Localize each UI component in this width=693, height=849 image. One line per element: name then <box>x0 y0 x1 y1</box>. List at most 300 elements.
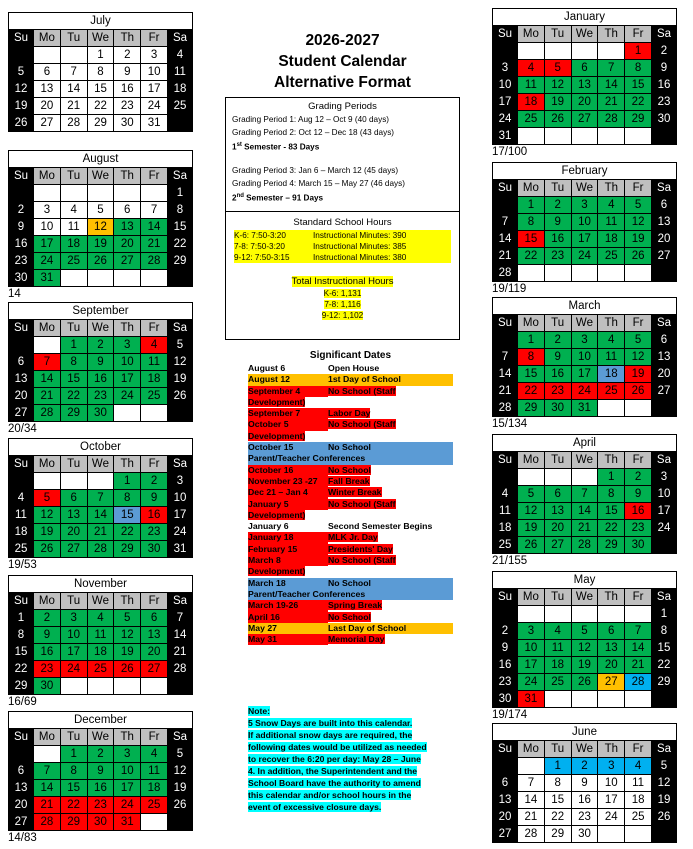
day-cell: 3 <box>167 473 192 490</box>
day-cell <box>141 814 168 831</box>
hours-row <box>226 241 459 252</box>
total-heading-text: Total Instructional Hours <box>291 276 394 287</box>
day-cell <box>625 128 652 145</box>
day-cell: 7 <box>625 623 652 640</box>
event-desc: Memorial Day <box>328 634 385 645</box>
day-cell: 7 <box>60 64 87 81</box>
week-row <box>9 64 193 81</box>
day-cell: 5 <box>544 60 571 77</box>
total-hours-row <box>226 288 459 299</box>
day-cell <box>34 473 61 490</box>
event-date: November 23 -27 <box>248 476 328 487</box>
day-cell: 24 <box>571 248 598 265</box>
day-cell: 17 <box>651 503 676 520</box>
day-cell: 17 <box>518 657 545 674</box>
day-cell: 4 <box>544 623 571 640</box>
day-cell: 2 <box>651 43 676 60</box>
day-cell <box>141 405 168 422</box>
day-cell <box>625 265 652 282</box>
weekday-header: Fr <box>625 26 652 43</box>
day-cell <box>34 47 61 64</box>
event-desc: Winter Break <box>328 487 382 498</box>
day-cell: 17 <box>141 81 168 98</box>
week-row <box>9 507 193 524</box>
note-text: School Board have the authority to amend <box>248 778 421 788</box>
day-cell: 9 <box>571 775 598 792</box>
day-cell: 21 <box>518 809 545 826</box>
day-cell: 1 <box>544 758 571 775</box>
day-cell: 23 <box>493 674 518 691</box>
week-row <box>493 520 677 537</box>
day-cell: 28 <box>625 674 652 691</box>
day-cell: 14 <box>87 507 114 524</box>
day-cell: 17 <box>167 507 192 524</box>
day-cell: 2 <box>544 197 571 214</box>
weekday-header: Su <box>9 456 34 473</box>
day-cell: 2 <box>34 610 61 627</box>
weekday-header: Su <box>9 593 34 610</box>
weekday-header: We <box>87 456 114 473</box>
instructional-minutes: Instructional Minutes: 385 <box>313 241 451 252</box>
day-cell: 19 <box>544 94 571 111</box>
day-cell <box>651 691 676 708</box>
event-date: March 8 <box>248 555 328 566</box>
event-date: April 16 <box>248 612 328 623</box>
day-cell: 31 <box>34 270 61 287</box>
note-line <box>248 729 453 741</box>
day-cell <box>651 128 676 145</box>
day-cell: 24 <box>167 524 192 541</box>
day-cell: 10 <box>493 77 518 94</box>
hours-row <box>226 230 459 241</box>
week-row <box>9 354 193 371</box>
day-cell: 4 <box>60 202 87 219</box>
weekday-header: Mo <box>518 741 545 758</box>
day-cell: 2 <box>625 469 652 486</box>
day-cell <box>167 270 192 287</box>
day-cell: 5 <box>9 64 34 81</box>
weekday-header: Tu <box>60 168 87 185</box>
week-row <box>9 780 193 797</box>
day-cell: 9 <box>141 490 168 507</box>
day-cell <box>167 115 192 132</box>
note-text: 4. In addition, the Superintendent and the <box>248 766 418 776</box>
total-hours-value: K-6: 1,131 <box>323 289 362 298</box>
day-cell: 30 <box>114 115 141 132</box>
day-cell: 18 <box>167 81 192 98</box>
school-hours-box <box>225 211 460 340</box>
day-cell: 14 <box>518 792 545 809</box>
event-row <box>248 374 453 385</box>
day-cell: 1 <box>167 185 192 202</box>
day-cell: 18 <box>598 366 625 383</box>
day-cell: 26 <box>518 537 545 554</box>
day-cell <box>518 469 545 486</box>
weekday-header: Su <box>9 729 34 746</box>
grade-hours: 7-8: 7:50-3:20 <box>234 241 313 252</box>
week-row <box>9 371 193 388</box>
day-cell <box>34 185 61 202</box>
month-july <box>8 12 193 132</box>
day-cell: 17 <box>114 780 141 797</box>
event-date: October 15 <box>248 442 294 453</box>
week-row <box>9 236 193 253</box>
day-cell: 31 <box>114 814 141 831</box>
day-cell: 19 <box>34 524 61 541</box>
weekday-header: We <box>571 26 598 43</box>
event-desc: No School (Staff <box>328 419 396 430</box>
day-cell: 1 <box>518 332 545 349</box>
day-cell: 17 <box>598 792 625 809</box>
day-cell: 1 <box>625 43 652 60</box>
day-cell: 24 <box>34 253 61 270</box>
day-cell: 20 <box>598 657 625 674</box>
grade-hours: 9-12: 7:50-3:15 <box>234 252 313 263</box>
day-cell: 2 <box>9 202 34 219</box>
day-cell: 23 <box>34 661 61 678</box>
day-cell: 11 <box>598 349 625 366</box>
month-title: April <box>493 435 677 452</box>
weekday-header: Th <box>114 320 141 337</box>
day-count: 19/119 <box>492 283 527 295</box>
weekday-header: Fr <box>625 741 652 758</box>
day-cell: 5 <box>625 197 652 214</box>
day-cell <box>544 469 571 486</box>
day-cell: 15 <box>167 219 192 236</box>
day-cell: 27 <box>141 661 168 678</box>
day-cell: 22 <box>60 797 87 814</box>
day-cell: 15 <box>87 81 114 98</box>
day-cell: 10 <box>34 219 61 236</box>
day-cell: 12 <box>87 219 114 236</box>
day-cell: 30 <box>87 814 114 831</box>
event-date: October 16 <box>248 465 328 476</box>
weekday-header: Sa <box>651 315 676 332</box>
day-cell: 1 <box>60 337 87 354</box>
week-row <box>493 758 677 775</box>
note-line <box>248 789 453 801</box>
day-cell <box>167 814 192 831</box>
day-cell: 8 <box>598 486 625 503</box>
note-text: following dates would be utilized as needed <box>248 742 427 752</box>
day-cell: 14 <box>571 503 598 520</box>
month-title: January <box>493 9 677 26</box>
day-cell: 18 <box>141 780 168 797</box>
weekday-header: Mo <box>518 452 545 469</box>
day-cell: 9 <box>625 486 652 503</box>
day-cell: 9 <box>651 60 676 77</box>
day-cell: 23 <box>114 98 141 115</box>
day-cell <box>9 47 34 64</box>
instructional-minutes: Instructional Minutes: 390 <box>313 230 451 241</box>
day-cell: 26 <box>571 674 598 691</box>
day-cell: 28 <box>34 814 61 831</box>
day-cell: 25 <box>598 248 625 265</box>
weekday-header: Th <box>598 452 625 469</box>
day-cell: 24 <box>141 98 168 115</box>
day-cell: 24 <box>518 674 545 691</box>
day-cell: 9 <box>87 354 114 371</box>
day-cell: 6 <box>9 763 34 780</box>
day-cell: 15 <box>518 231 545 248</box>
day-cell: 25 <box>87 661 114 678</box>
day-cell: 2 <box>87 746 114 763</box>
day-cell: 27 <box>571 111 598 128</box>
title-main: Student Calendar <box>278 53 407 70</box>
week-row <box>493 469 677 486</box>
note-line <box>248 741 453 753</box>
week-row <box>9 763 193 780</box>
weekday-header: We <box>87 729 114 746</box>
weekday-header: Tu <box>60 593 87 610</box>
day-cell <box>114 270 141 287</box>
day-count: 14 <box>8 288 21 300</box>
day-cell: 3 <box>571 197 598 214</box>
day-cell: 19 <box>114 644 141 661</box>
day-cell: 6 <box>544 486 571 503</box>
day-cell: 14 <box>34 371 61 388</box>
day-cell: 11 <box>625 775 652 792</box>
day-cell: 27 <box>651 383 676 400</box>
day-cell: 16 <box>9 236 34 253</box>
event-date: September 7 <box>248 408 328 419</box>
event-desc: No School <box>328 442 371 453</box>
day-cell: 14 <box>493 231 518 248</box>
day-cell: 30 <box>141 541 168 558</box>
day-cell: 13 <box>9 371 34 388</box>
month-title: March <box>493 298 677 315</box>
day-cell: 6 <box>652 197 677 214</box>
day-cell: 19 <box>87 236 114 253</box>
day-cell <box>493 332 518 349</box>
day-cell: 16 <box>544 366 571 383</box>
day-cell: 6 <box>34 64 61 81</box>
event-desc-cont: Development) <box>248 509 306 520</box>
day-cell: 31 <box>493 128 518 145</box>
day-cell: 13 <box>493 792 518 809</box>
day-cell: 3 <box>34 202 61 219</box>
day-cell: 25 <box>167 98 192 115</box>
day-cell: 30 <box>493 691 518 708</box>
day-cell: 21 <box>598 94 625 111</box>
day-cell: 30 <box>544 400 571 417</box>
day-cell: 9 <box>9 219 34 236</box>
week-row <box>493 503 677 520</box>
day-cell: 20 <box>60 524 87 541</box>
event-row <box>248 363 453 374</box>
month-title: July <box>9 13 193 30</box>
sem2-num: 2 <box>232 193 237 203</box>
day-cell <box>625 400 652 417</box>
day-cell: 1 <box>114 473 141 490</box>
day-cell: 14 <box>34 780 61 797</box>
weekday-header: Tu <box>544 741 571 758</box>
day-count: 16/69 <box>8 696 37 708</box>
day-cell: 8 <box>60 354 87 371</box>
event-row <box>248 600 453 611</box>
day-cell: 13 <box>652 214 677 231</box>
day-cell: 14 <box>598 77 625 94</box>
weekday-header: Mo <box>518 180 545 197</box>
day-cell: 20 <box>114 236 141 253</box>
day-cell <box>571 43 598 60</box>
event-row <box>248 465 453 476</box>
day-cell <box>652 265 677 282</box>
event-desc: MLK Jr. Day <box>328 532 378 543</box>
day-cell: 13 <box>598 640 625 657</box>
event-desc: Presidents' Day <box>328 543 393 554</box>
day-cell: 3 <box>60 610 87 627</box>
day-cell: 28 <box>518 826 545 843</box>
week-row <box>493 94 677 111</box>
day-cell: 6 <box>141 610 168 627</box>
day-cell: 28 <box>493 265 518 282</box>
day-cell: 15 <box>625 77 652 94</box>
event-desc-cont: Development) <box>248 566 306 577</box>
weekday-header: We <box>87 320 114 337</box>
weekday-header: Fr <box>141 593 168 610</box>
day-cell: 23 <box>9 253 34 270</box>
event-date: January 18 <box>248 532 328 543</box>
day-count: 20/34 <box>8 423 37 435</box>
day-cell <box>141 270 168 287</box>
day-cell: 4 <box>625 758 652 775</box>
event-row <box>248 634 453 645</box>
weekday-header: Th <box>598 589 625 606</box>
week-row <box>9 610 193 627</box>
weekday-header: Sa <box>651 741 676 758</box>
calendar-title <box>225 30 460 93</box>
month-title: September <box>9 303 193 320</box>
day-cell <box>571 265 598 282</box>
day-cell: 3 <box>114 337 141 354</box>
day-cell: 7 <box>34 354 61 371</box>
day-cell: 19 <box>571 657 598 674</box>
week-row <box>493 775 677 792</box>
event-desc: Fall Break <box>328 475 370 486</box>
weekday-header: Sa <box>651 589 676 606</box>
day-cell: 14 <box>167 627 192 644</box>
day-cell: 16 <box>87 371 114 388</box>
day-cell: 28 <box>60 115 87 132</box>
week-row <box>493 77 677 94</box>
day-cell: 27 <box>114 253 141 270</box>
day-cell: 3 <box>571 332 598 349</box>
week-row <box>493 43 677 60</box>
day-cell: 8 <box>518 349 545 366</box>
event-desc-cont: Development) <box>248 430 306 441</box>
month-february <box>492 162 677 297</box>
day-cell: 29 <box>9 678 34 695</box>
day-cell <box>571 128 598 145</box>
day-cell: 8 <box>114 490 141 507</box>
day-cell: 13 <box>651 349 676 366</box>
event-date: March 19-26 <box>248 600 328 611</box>
day-cell: 11 <box>598 214 625 231</box>
day-cell: 22 <box>625 94 652 111</box>
day-cell: 25 <box>141 797 168 814</box>
day-cell: 25 <box>60 253 87 270</box>
day-cell: 24 <box>114 388 141 405</box>
semester-1-total <box>226 139 459 154</box>
day-cell: 10 <box>141 64 168 81</box>
event-row <box>248 578 453 601</box>
day-cell: 17 <box>571 366 598 383</box>
week-row <box>493 265 677 282</box>
weekday-header: Tu <box>544 589 571 606</box>
day-cell: 14 <box>625 640 652 657</box>
weekday-header: Fr <box>141 320 168 337</box>
day-cell: 5 <box>518 486 545 503</box>
month-december <box>8 711 193 846</box>
day-cell: 22 <box>518 248 545 265</box>
week-row <box>493 197 677 214</box>
grading-period-2: Grading Period 2: Oct 12 – Dec 18 (43 days) <box>232 127 395 137</box>
grade-hours: K-6: 7:50-3:20 <box>234 230 313 241</box>
weekday-header: Tu <box>544 452 571 469</box>
event-desc: No School <box>328 611 371 622</box>
day-cell: 26 <box>167 388 192 405</box>
day-cell <box>141 185 168 202</box>
event-row <box>248 442 453 465</box>
note-text: this calendar and/or school hours in the <box>248 790 412 800</box>
week-row <box>9 644 193 661</box>
day-cell: 30 <box>87 405 114 422</box>
weekday-header: We <box>571 741 598 758</box>
day-cell: 24 <box>60 661 87 678</box>
week-row <box>9 337 193 354</box>
day-cell: 22 <box>9 661 34 678</box>
day-cell <box>651 537 676 554</box>
day-cell: 13 <box>60 507 87 524</box>
note-line <box>248 801 453 813</box>
day-cell: 21 <box>571 520 598 537</box>
day-cell: 20 <box>141 644 168 661</box>
day-cell: 5 <box>651 758 676 775</box>
day-cell: 18 <box>141 371 168 388</box>
day-cell: 23 <box>625 520 652 537</box>
week-row <box>9 797 193 814</box>
day-cell: 10 <box>651 486 676 503</box>
event-desc: 1st Day of School <box>328 374 401 385</box>
instructional-minutes: Instructional Minutes: 380 <box>313 252 451 263</box>
event-desc: Labor Day <box>328 408 371 419</box>
day-cell: 28 <box>34 405 61 422</box>
day-cell: 2 <box>571 758 598 775</box>
day-cell: 5 <box>87 202 114 219</box>
day-cell: 10 <box>571 214 598 231</box>
day-cell <box>625 826 652 843</box>
day-cell: 4 <box>87 610 114 627</box>
event-row <box>248 499 453 522</box>
day-cell: 7 <box>493 214 518 231</box>
weekday-header: Tu <box>544 26 571 43</box>
day-cell: 17 <box>60 644 87 661</box>
event-row <box>248 419 453 442</box>
day-cell: 29 <box>625 111 652 128</box>
weekday-header: Su <box>493 26 518 43</box>
month-may <box>492 571 677 723</box>
day-cell: 16 <box>544 231 571 248</box>
day-cell: 29 <box>518 400 545 417</box>
week-row <box>493 826 677 843</box>
event-row <box>248 408 453 419</box>
day-cell: 13 <box>571 77 598 94</box>
day-cell: 21 <box>493 248 518 265</box>
day-cell: 10 <box>114 354 141 371</box>
day-cell: 1 <box>518 197 545 214</box>
note-text: If additional snow days are required, the <box>248 730 413 740</box>
